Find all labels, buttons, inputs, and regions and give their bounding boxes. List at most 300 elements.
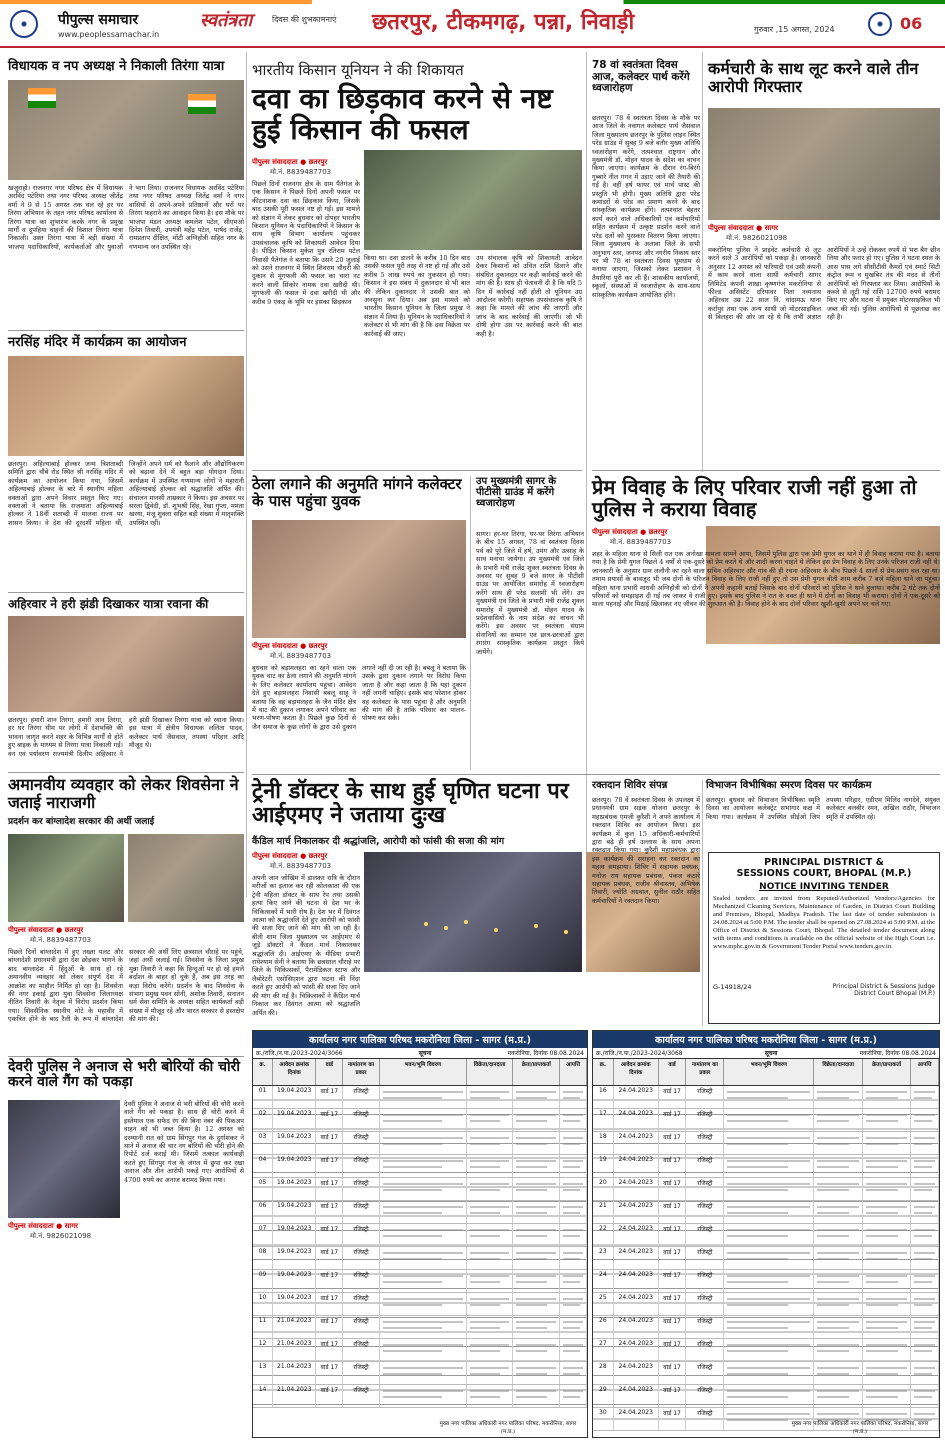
table-cell-text-line (914, 1373, 931, 1375)
table-row (253, 1155, 587, 1178)
table-cell-text-line (470, 1327, 501, 1329)
table-cell: 24.04.2023 (614, 1408, 659, 1430)
table-cell-text-line (470, 1350, 501, 1352)
table-cell: रजिस्ट्री (343, 1247, 380, 1269)
column-divider (586, 52, 587, 897)
table-cell (911, 1270, 939, 1292)
table-cell-text-line (914, 1114, 935, 1116)
shivsena-body: पिछले दिनों बांग्लादेश में हुए तख्ता पलट और बांग्लादेशी प्रधानमंत्री द्वारा देश छोड़कर भागने के बाद बांग्लादेश में हिंदुओं के साथ हो रहे अमानवीय व्यवहार को लेकर संपूर्ण देश में आक्रोश का माहौल निर्मित हो रहा है। शिवसेना की नगर इकाई द्वारा युवा शिवसेना जिलाध्यक्ष नीतिन तिवारी के नेतृत्व में विरोध प्रदर्शन किया गया। शिवसैनिक स्थानीय मोटे के महावीर में एकत्रित होने के बाद रैली के रूप में बांग्लादेश सरकार की अर्थी लिए छत्रसाल चौराहे पर पहुंचे, जहां अर्थी जलाई गई। शिवसेना के जिला प्रमुख मुन्ना तिवारी ने कहा कि हिन्दुओं पर हो रहे हमले बर्दाश्त के बाहर हो चुके हैं, अब इस तरह का कड़ा विरोध करेंगे। प्रदर्शन के बाद शिवसेना के संभाग प्रमुख पवन सोनी, अशोक तिवारी, सनातन धर्म सेवा समिति के अध्यक्ष सहित कार्यकर्ता बड़ी संख्या में मौजूद रहे और भारत सरकार से हस्तक्षेप की मांग की। (8, 948, 244, 1024)
table-cell: वार्ड 17 (316, 1178, 343, 1200)
table-cell: वार्ड 17 (659, 1339, 687, 1361)
table-cell: वार्ड 17 (659, 1270, 687, 1292)
table-column-header: आवेदन क्रमांक दिनांक (614, 1059, 659, 1085)
table-cell-text-line (563, 1298, 583, 1300)
table-cell-text-line (727, 1367, 810, 1369)
table-cell: 01 (253, 1086, 273, 1108)
table-cell-text-line (727, 1166, 788, 1168)
table-cell-text-line (383, 1327, 442, 1329)
table-cell-text-line (516, 1258, 547, 1260)
table-cell-text-line (914, 1097, 931, 1099)
kisan-body-1: पिछले दिनों राजनगर क्षेत्र के ग्राम पैतेगंज के एक किसान ने पिछले दिनों अपनी फसल पर कीटनाशक दवा का छिड़काव किया, जिसके बाद उसकी पूरी फसल नष्ट हो गई। इस मामले को संज्ञान में लेकर बुधवार को दोपहर भारतीय किसान यूनियन के पदाधिकारियों ने किसान के साथ कृषि विभाग कार्यालय पहुंचकर उपसंचालक कृषि को शिकायती आवेदन दिया है। पीड़ित किसान मुकेश पुत्र रतिराम पटेल निवासी पैतेगंज ने बताया कि उसने 20 जुलाई को उसने राजनगर में स्थित शिवराम चौधरी की दुकान से मूंगफली की फसल का चारा नट करने वाली सिंकोर नामक दवा खरीदी थी। मूंगफली की फसल में दवा खरीदी थी और करीब 9 एकड़ के भूमि पर इसका छिड़काव (252, 180, 360, 306)
table-cell-text-line (866, 1321, 907, 1323)
table-cell-text-line (563, 1367, 583, 1369)
table-cell-text-line (383, 1321, 463, 1323)
table-cell-text-line (727, 1419, 788, 1421)
deori-mobile: मो.नं. 9826021098 (30, 1232, 92, 1240)
table-date: मकरोनिया, दिनांक 08.08.2024 (859, 1050, 936, 1057)
table-cell-text-line (470, 1344, 510, 1346)
table-cell: वार्ड 17 (316, 1339, 343, 1361)
table-cell-text-line (470, 1281, 501, 1283)
deori-photo (8, 1100, 120, 1218)
table-cell-text-line (563, 1344, 583, 1346)
table-cell: वार्ड 17 (659, 1408, 687, 1430)
table-cell-text-line (470, 1367, 510, 1369)
table-cell: 30 (593, 1408, 614, 1430)
table-row (253, 1178, 587, 1201)
dhwaja2-body: सागर। हर-घर तिरंगा, घर-घर तिरंगा अभियान के बीच 15 अगस्त, 78 वां स्वतंत्रता दिवस पर्व को पूरे जिले में हर्ष, उमंग और उत्साह के साथ मनाया जायेगा। उप मुख्यमंत्री एवं जिले के प्रभारी मंत्री राजेंद्र शुक्ल स्वतंत्रता दिवस के अवसर पर सुबह 9 बजे सागर के पीटीसी ग्राउंड पर आयोजित समारोह में ध्वजारोहण करेंगे साथ ही परेड सलामी भी लेंगे। उप मुख्यमंत्री एवं जिले के प्रभारी मंत्री राजेंद्र शुक्ल समारोह में मुख्यमंत्री डॉ. मोहन यादव के प्रदेशवासियों के नाम संदेश का वाचन भी करेंगे। इस अवसर पर स्वतंत्रता संग्राम सेनानियों का सम्मान एवं छात्र-छात्राओं द्वारा रंगारंग सांस्कृतिक कार्यक्रम प्रस्तुत किये जायेंगे। (476, 530, 584, 656)
table-cell-text-line (470, 1235, 501, 1237)
table-cell-text-line (817, 1120, 849, 1122)
table-cell (911, 1362, 939, 1384)
table-cell: वार्ड 17 (659, 1201, 687, 1223)
table-cell-text-line (563, 1120, 580, 1122)
section-rule (8, 772, 244, 773)
table-cell-text-line (727, 1183, 810, 1185)
table-cell-text-line (383, 1258, 442, 1260)
table-cell: 17 (593, 1109, 614, 1131)
table-row (593, 1362, 939, 1385)
table-cell-text-line (817, 1212, 849, 1214)
table-cell-text-line (727, 1390, 810, 1392)
table-cell-text-line (516, 1304, 547, 1306)
table-cell: 19.04.2023 (273, 1293, 316, 1315)
kisan-kicker: भारतीय किसान यूनियन ने की शिकायत (252, 61, 464, 79)
table-cell: रजिस्ट्री (686, 1270, 724, 1292)
kisan-body-3: उप संचालक कृषि को शिकायती आवेदन देकर किसानों को उचित राशि दिलाने और संबंधित दुकानदार पर कड़ी कार्रवाई करने की मांग की है। साथ ही चेतावनी दी है कि यदि 5 दिन में कार्रवाई नहीं होती तो यूनियन उग्र आंदोलन करेगी। सहायक उपसंचालक कृषि ने कहा कि मामले की जांच की जाएगी और जांच के बाद कार्रवाई की जाएगी। जो भी दोषी होगा उस पर कार्रवाई करने की बात कही है। (476, 254, 582, 338)
table-cell-text-line (470, 1160, 510, 1162)
table-cell: 24.04.2023 (614, 1316, 659, 1338)
table-cell-text-line (516, 1252, 556, 1254)
table-row (253, 1270, 587, 1293)
municipal-notice-left (252, 1030, 588, 1438)
table-cell (560, 1293, 587, 1315)
table-cell-text-line (516, 1327, 547, 1329)
table-cell (467, 1247, 514, 1269)
table-cell-text-line (817, 1097, 849, 1099)
flag-icon (28, 88, 56, 108)
thela-mobile: मो.नं. 8839487703 (270, 652, 332, 660)
table-title: कार्यालय नगर पालिका परिषद मकरोनिया जिला - सागर (म.प्र.) (593, 1031, 939, 1048)
table-row (593, 1316, 939, 1339)
table-cell-text-line (817, 1091, 858, 1093)
table-cell (863, 1224, 911, 1246)
table-cell: वार्ड 17 (659, 1362, 687, 1384)
table-cell-text-line (866, 1091, 907, 1093)
table-cell-text-line (470, 1183, 510, 1185)
table-cell-text-line (470, 1298, 510, 1300)
table-cell-text-line (516, 1143, 547, 1145)
table-cell: रजिस्ट्री (343, 1132, 380, 1154)
table-cell (513, 1109, 560, 1131)
table-cell (560, 1132, 587, 1154)
table-row (253, 1385, 587, 1408)
table-cell-text-line (817, 1344, 858, 1346)
kisan-body-2: किया था। दवा डालने के करीब 10 दिन बाद उसकी फसल पूरी तरह से नष्ट हो गई और उसे करीब 5 लाख रुपये का नुकसान हो गया। किसान ने इस संबंध में दुकानदार से भी बात की लेकिन दुकानदार ने उसकी बात को अनसुना कर दिया। अब इस मामले को भारतीय किसान यूनियन के जिला प्रमुख ने संज्ञान में लिया है। यूनियन के पदाधिकारियों ने कलेक्टर से भी मांग की है कि दवा विक्रेता पर कार्रवाई की जाए। (364, 254, 470, 338)
table-cell-text-line (866, 1281, 898, 1283)
dhwaja1-headline: 78 वां स्वतंत्रता दिवस आज, कलेक्टर पार्थ करेंगे ध्वजारोहण (592, 59, 690, 95)
table-cell (911, 1293, 939, 1315)
table-row (593, 1109, 939, 1132)
table-cell (560, 1201, 587, 1223)
table-cell-text-line (817, 1321, 858, 1323)
table-cell: 24.04.2023 (614, 1385, 659, 1407)
table-cell-text-line (383, 1137, 463, 1139)
table-cell-text-line (470, 1206, 510, 1208)
table-cell-text-line (866, 1304, 898, 1306)
table-cell: 13 (253, 1362, 273, 1384)
table-cell (467, 1109, 514, 1131)
table-cell (560, 1362, 587, 1384)
table-cell-text-line (383, 1390, 463, 1392)
vibhajan-body: छतरपुर। बुधवार को विभाजन विभीषिका स्मृति दिवस का आयोजन कलेक्ट्रेट सभागार कक्ष में किया गया। कार्यक्रम में उपस्थित सीईओ जिपं तपस्या परिहार, एडीएम मिलिंद नागदेवे, संयुक्त कलेक्टर बलबीर रमन, अखिल राठौर, विभाजन स्मृति में उपस्थित रहे। (706, 796, 940, 821)
table-cell: 21.04.2023 (273, 1362, 316, 1384)
table-cell: 24.04.2023 (614, 1086, 659, 1108)
table-cell (911, 1385, 939, 1407)
table-cell: 19.04.2023 (273, 1224, 316, 1246)
table-cell (814, 1385, 862, 1407)
table-cell-text-line (817, 1298, 858, 1300)
table-row (253, 1316, 587, 1339)
table-cell: 24.04.2023 (614, 1339, 659, 1361)
table-cell (911, 1339, 939, 1361)
table-cell-text-line (470, 1390, 510, 1392)
table-cell (467, 1362, 514, 1384)
table-cell-text-line (817, 1413, 858, 1415)
table-cell (911, 1109, 939, 1131)
table-cell-text-line (383, 1160, 463, 1162)
table-cell-text-line (817, 1183, 858, 1185)
table-cell-text-line (866, 1344, 907, 1346)
table-cell: 24.04.2023 (614, 1132, 659, 1154)
table-cell (380, 1178, 467, 1200)
table-cell (380, 1224, 467, 1246)
column-divider (470, 476, 471, 770)
table-cell (863, 1132, 911, 1154)
table-cell-text-line (563, 1373, 580, 1375)
table-column-header: भवन/भूमि विवरण (380, 1059, 467, 1085)
table-cell: 29 (593, 1385, 614, 1407)
dhwaja2-headline: उप मुख्यमंत्री सागर के पीटीसी ग्राउंड में करेंगे ध्वजारोहण (476, 476, 557, 509)
table-cell (513, 1247, 560, 1269)
table-cell: रजिस्ट्री (343, 1109, 380, 1131)
table-cell: रजिस्ट्री (686, 1224, 724, 1246)
table-cell: वार्ड 17 (659, 1316, 687, 1338)
table-cell (724, 1178, 814, 1200)
table-cell-text-line (470, 1258, 501, 1260)
table-cell-text-line (470, 1229, 510, 1231)
table-cell-text-line (727, 1120, 788, 1122)
table-cell (911, 1224, 939, 1246)
table-cell-text-line (866, 1235, 898, 1237)
table-cell-text-line (727, 1298, 810, 1300)
table-cell: 16 (593, 1086, 614, 1108)
table-cell: 21 (593, 1201, 614, 1223)
table-cell: 10 (253, 1293, 273, 1315)
table-column-header: आपत्ति (560, 1059, 587, 1085)
table-cell (814, 1316, 862, 1338)
vibhajan-headline: विभाजन विभीषिका स्मरण दिवस पर कार्यक्रम (706, 780, 872, 791)
table-cell-text-line (563, 1235, 580, 1237)
table-cell-text-line (563, 1390, 583, 1392)
table-cell: वार्ड 17 (659, 1178, 687, 1200)
table-cell: रजिस्ट्री (343, 1086, 380, 1108)
doctor-subhead: कैंडिल मार्च निकालकर दी श्रद्धांजलि, आरोपी को फांसी की सजा की मांग (252, 836, 505, 847)
table-cell (467, 1201, 514, 1223)
table-cell: वार्ड 17 (316, 1270, 343, 1292)
table-cell (863, 1109, 911, 1131)
table-cell-text-line (383, 1189, 442, 1191)
tagline-small: दिवस की शुभकामनाएं (272, 15, 337, 24)
section-rule (592, 470, 940, 471)
tiranga-photo (8, 80, 244, 180)
table-cell: वार्ड 17 (659, 1293, 687, 1315)
prem-mobile: मो.नं. 8839487703 (610, 538, 672, 546)
table-cell (560, 1316, 587, 1338)
table-cell-text-line (516, 1281, 547, 1283)
table-cell (513, 1270, 560, 1292)
table-cell: रजिस्ट्री (686, 1178, 724, 1200)
table-cell (513, 1339, 560, 1361)
table-cell (863, 1362, 911, 1384)
table-cell: वार्ड 17 (316, 1201, 343, 1223)
kisan-photo (364, 150, 582, 250)
table-cell-text-line (383, 1235, 442, 1237)
table-cell: रजिस्ट्री (343, 1178, 380, 1200)
table-cell: रजिस्ट्री (343, 1385, 380, 1407)
table-cell (380, 1109, 467, 1131)
notice-title-1: PRINCIPAL DISTRICT & (764, 857, 884, 868)
table-cell-text-line (817, 1137, 858, 1139)
table-cell-text-line (563, 1258, 580, 1260)
table-cell (863, 1293, 911, 1315)
table-cell-text-line (516, 1137, 556, 1139)
website-url[interactable]: www.peoplessamachar.in (58, 30, 160, 39)
tiranga-body: खजुराहो। राजनगर नगर परिषद क्षेत्र में विधायक अरविंद पटेरिया तथा नगर परिषद अध्यक्ष जीतेंद्र वर्मा ने 9 से 15 अगस्त तक चल रहे हर घर तिरंगा अभियान के तहत नगर परिषद कार्यालय से तिरंगा यात्रा का शुभारंभ करके नगर के प्रमुख मार्गों व दुपहिया वाहनों की विशाल तिरंगा यात्रा निकाली। उक्त तिरंगा यात्रा में बड़ी संख्या में भाजपा पदाधिकारियों, कार्यकर्ताओं और युवाओं ने भाग लिया। राजनगर विधायक अरविंद पटेरिया तथा नगर परिषद अध्यक्ष जितेंद्र वर्मा ने नगर वासियों से अपने-अपने प्रतिष्ठानों और घरों पर तिरंगा फहराने का आवाहन किया है। इस मौके पर भाजपा मंडल अध्यक्ष कमलेश पटेल, सीएमओ दिनेश तिवारी, उपयंत्री महेंद्र पटेल, पार्षद राजेंद्र, रामप्रताप दीक्षित, मोंटी अग्निहोत्री सहित नगर के गणमान्य जन उपस्थित रहे। (8, 184, 244, 251)
table-cell-text-line (563, 1275, 583, 1277)
deori-body-cont (8, 1244, 244, 1434)
deori-byline: पीपुल्स संवाददाता ● सागर (8, 1222, 78, 1230)
table-cell: वार्ड 17 (316, 1247, 343, 1269)
table-cell-text-line (866, 1367, 907, 1369)
table-cell (863, 1316, 911, 1338)
table-cell-text-line (727, 1344, 810, 1346)
table-cell-text-line (727, 1206, 810, 1208)
table-cell-text-line (516, 1166, 547, 1168)
table-cell-text-line (383, 1281, 442, 1283)
table-cell: 19.04.2023 (273, 1086, 316, 1108)
table-cell (911, 1178, 939, 1200)
column-divider (702, 780, 703, 1026)
shivsena-photo (8, 834, 124, 922)
table-row (593, 1224, 939, 1247)
table-cell (911, 1247, 939, 1269)
table-cell-text-line (383, 1143, 442, 1145)
table-cell: 23 (593, 1247, 614, 1269)
table-cell-text-line (470, 1120, 501, 1122)
table-title: कार्यालय नगर पालिका परिषद मकरोनिया जिला - सागर (म.प्र.) (253, 1031, 587, 1048)
table-cell (814, 1178, 862, 1200)
table-cell (513, 1293, 560, 1315)
table-row (253, 1362, 587, 1385)
table-cell-text-line (866, 1143, 898, 1145)
table-cell: 03 (253, 1132, 273, 1154)
table-cell-text-line (817, 1143, 849, 1145)
table-cell: वार्ड 17 (659, 1155, 687, 1177)
table-cell-text-line (563, 1183, 583, 1185)
table-cell-text-line (563, 1229, 583, 1231)
thela-byline: पीपुल्स संवाददाता ● छतरपुर (252, 642, 328, 650)
table-cell (560, 1270, 587, 1292)
table-cell-text-line (866, 1373, 898, 1375)
prem-byline: पीपुल्स संवाददाता ● छतरपुर (592, 528, 668, 536)
table-cell (380, 1362, 467, 1384)
table-cell (814, 1293, 862, 1315)
table-cell: 24.04.2023 (614, 1224, 659, 1246)
table-cell-text-line (817, 1327, 849, 1329)
thela-photo (252, 520, 466, 638)
table-cell-text-line (516, 1160, 556, 1162)
kisan-mobile: मो.नं. 8839487703 (270, 168, 332, 176)
table-cell-text-line (914, 1183, 935, 1185)
table-cell-text-line (563, 1281, 580, 1283)
table-cell-text-line (914, 1413, 935, 1415)
table-cell (724, 1201, 814, 1223)
table-ref: क्र./राजि./न.पा./2023-2024/3068 (596, 1050, 683, 1057)
table-cell: रजिस्ट्री (686, 1362, 724, 1384)
table-cell-text-line (817, 1166, 849, 1168)
table-cell-text-line (470, 1275, 510, 1277)
table-column-header: भवन/भूमि विवरण (724, 1059, 814, 1085)
table-cell (724, 1132, 814, 1154)
section-rule (252, 470, 582, 471)
table-cell-text-line (516, 1344, 556, 1346)
tender-notice (708, 852, 940, 1024)
table-cell-text-line (866, 1275, 907, 1277)
table-cell-text-line (470, 1143, 501, 1145)
table-cell-text-line (866, 1327, 898, 1329)
table-cell-text-line (817, 1252, 858, 1254)
table-cell-text-line (563, 1114, 583, 1116)
notice-signatory-1: Principal District & Sessions Judge (832, 983, 935, 990)
table-cell: 24.04.2023 (614, 1293, 659, 1315)
loot-mobile: मो.नं. 9826021098 (726, 234, 788, 242)
table-cell (724, 1362, 814, 1384)
table-row (253, 1109, 587, 1132)
table-cell: 26 (593, 1316, 614, 1338)
table-cell-text-line (914, 1275, 935, 1277)
table-cell (380, 1270, 467, 1292)
table-row (253, 1086, 587, 1109)
candle-icon (424, 922, 428, 926)
table-cell-text-line (516, 1229, 556, 1231)
table-column-header: नामांतरण का प्रकार (343, 1059, 380, 1085)
column-divider (246, 52, 247, 897)
table-cell: 24.04.2023 (614, 1270, 659, 1292)
table-cell (380, 1132, 467, 1154)
table-cell (814, 1086, 862, 1108)
table-cell (814, 1155, 862, 1177)
thela-body: बुधवार को बड़ामलहरा का रहने वाला एक युवक चाट का ठेला लगाने की अनुमति मांगने के लिए कलेक्टर कार्यालय पहुंचा। आवेदन देते हुए बड़ामलहरा निवासी बबलू साहू ने बताया कि वह बड़ामलहरा के जैन मंदिर क्षेत्र में चाट की दुकान लगाकर अपने परिवार का भरण-पोषण करता है। पिछले कुछ दिनों से जैन समाज के कुछ लोगों के द्वारा उसे दुकान लगाने नहीं दी जा रही है। बबलू ने बताया कि उसके द्वारा दुकान लगाने पर विरोध किया जाता है और कहा जाता है कि यहां दुकान नहीं लगनी चाहिए। इसके बाद परेशान होकर वह कलेक्टर के पास पहुंचा है और अनुमति की मांग की है ताकि परिवार का पालन-पोषण कर सके। (252, 664, 466, 731)
table-header-row (253, 1058, 587, 1086)
table-cell-text-line (866, 1390, 907, 1392)
table-row (593, 1201, 939, 1224)
table-cell-text-line (383, 1091, 463, 1093)
table-cell: रजिस्ट्री (343, 1155, 380, 1177)
table-cell (467, 1155, 514, 1177)
table-cell-text-line (383, 1114, 463, 1116)
table-cell: 19.04.2023 (273, 1155, 316, 1177)
table-cell (380, 1316, 467, 1338)
table-column-header: आवेदन क्रमांक दिनांक (273, 1059, 316, 1085)
table-cell-text-line (914, 1350, 931, 1352)
table-cell-text-line (727, 1091, 810, 1093)
table-cell-text-line (383, 1367, 463, 1369)
table-cell: 07 (253, 1224, 273, 1246)
table-cell (513, 1224, 560, 1246)
header-rule (0, 46, 945, 48)
table-cell: 19 (593, 1155, 614, 1177)
table-cell-text-line (817, 1373, 849, 1375)
table-cell: 12 (253, 1339, 273, 1361)
table-cell-text-line (563, 1097, 580, 1099)
table-cell (380, 1086, 467, 1108)
narsingh-headline: नरसिंह मंदिर में कार्यक्रम का आयोजन (8, 335, 187, 350)
table-row (253, 1339, 587, 1362)
chakra-icon-right (868, 12, 892, 36)
tiranga-headline: विधायक व नप अध्यक्ष ने निकाली तिरंगा यात्रा (8, 59, 225, 74)
table-cell-text-line (914, 1327, 931, 1329)
table-cell (814, 1224, 862, 1246)
table-header-row (593, 1058, 939, 1086)
table-cell-text-line (866, 1396, 898, 1398)
notice-body: Sealed tenders are invited from Reputed/Authorized Vendors/Agencies for Mechanized Cleaning Services, Maintenance of Garden, in District Court Building and Premises, Bhopal, Madhya Pradesh. The last date of tender submission is 24.08.2024 at 5:00 P.M. The tender shall be opened on 27.08.2024 at 5:00 P.M. at the Office of District & Sessions Court, Bhopal. The detailed tender document along with terms and conditions is available on the official website of the High Court i.e. www.mphc.gov.in & Government Tender Portal www.tenders.gov.in. (713, 895, 935, 950)
table-cell (863, 1155, 911, 1177)
table-cell: 02 (253, 1109, 273, 1131)
table-cell: 09 (253, 1270, 273, 1292)
notice-title-2: SESSIONS COURT, BHOPAL (M.P.) (736, 868, 912, 879)
table-cell-text-line (470, 1321, 510, 1323)
table-cell: 24.04.2023 (614, 1201, 659, 1223)
table-cell (724, 1316, 814, 1338)
table-column-header: क्र. (253, 1059, 273, 1085)
table-cell (513, 1201, 560, 1223)
table-cell: 06 (253, 1201, 273, 1223)
table-cell-text-line (817, 1229, 858, 1231)
table-cell (467, 1339, 514, 1361)
table-cell: रजिस्ट्री (686, 1132, 724, 1154)
raktdan-body: छतरपुर। 78 वें स्वतंत्रता दिवस के उपलक्ष्य में प्रधानमंत्री ग्राम सड़क योजना छतरपुर के महाप्रबंधक एमजी कुरैशी ने अपने कार्यालय में रक्तदान शिविर का आयोजन किया। इस कार्यक्रम में कुल 15 अधिकारी-कर्मचारियों द्वारा बढ़े ही हर्ष उल्लास के साथ अपना रक्तदान किया गया। कुरैशी महाप्रबंधक द्वारा इस कार्यक्रम की सराहना कर रक्तदान का महत्व समझाया। शिविर में सहायक प्रबंधक, मनोज राय सहायक प्रबंधक, पंकज कठारे सहायक प्रबंधक, राजीव श्रीवास्तव, अभिषेक तिवारी, ज्योति अग्रवाल, सुनील राठौर सहित कर्मचारियों ने रक्तदान किया। (592, 796, 700, 905)
table-cell (863, 1385, 911, 1407)
table-cell-text-line (516, 1120, 547, 1122)
table-cell (560, 1155, 587, 1177)
table-cell-text-line (516, 1367, 556, 1369)
table-cell (814, 1339, 862, 1361)
table-cell (724, 1339, 814, 1361)
table-cell-text-line (914, 1166, 931, 1168)
deori-body: देवरी पुलिस ने अनाज से भरी बोरियों की चोरी करने वाले गैंग को पकड़ा है। साथ ही चोरी करने में इस्तेमाल एक सफेद रंग की बिना नंबर की पिकअप वाहन को भी जब्त किया है। 12 अगस्त को दरम्यानी रात को ग्राम सिंगपुर गंज के दुर्गाशंकर ने थाने में अनाज की चार नग बोरियों की चोरी होने की रिपोर्ट दर्ज कराई थी। जिसमें तत्काल कार्यवाही करते हुए सिंगपुर गंज के जंगल में छुपा कर रखा अनाज और तीन आरोपी पकड़े गए। आरोपियों से 4700 रुपये का अनाज बरामद किया गया। (124, 1100, 244, 1184)
prem-body: शहर के महिला थाना से सिली रात एक अनोखा मामला सामने आया, जिसमें पुलिस द्वारा एक प्रेमी युगल का थाने में ही विवाह कराया गया है। बताया गया है कि प्रेमी युगल पिछले 4 वर्षों से एक-दूसरे को प्रेम करते थे और शादी करना चाहते थे लेकिन इस प्रेम विवाह के लिए उनके परिजन राजी नहीं थे। जानकारी के अनुसार ग्राम ललौनी का रहने वाला सचिन अहिरवार और गांव की ही रचना अहिरवार के बीच पिछले 4 सालों से प्रेम-प्रसंग चल रहा था। तमाम प्रयासों के बावजूद भी जब दोनों के परिजन विवाह के लिए राजी नहीं हुए तो उस प्रेमी युगल बीती शाम करीब 7 बजे महिला थाने जा पहुंचा। महिला थाना प्रभारी माधवी अग्निहोत्री को दोनों ने अपनी कहानी बताई जिसके बाद दोनों परिवारों को पुलिस ने थाने बुलाया। करीब 2 घंटे तक दोनों परिवारों को समझाइश दी गई तब जाकर वे राजी हुए। इसके बाद पुलिस ने रात के वक्त ही थाने में दोनों का विवाह भी कराया। दोनों ने एक-दूसरे को माला पहनाई और मिठाई खिलाकर नए जीवन की शुरुआत की है। विवाह होने के बाद दोनों परिवार खुशी-खुशी अपने घर चले गए। (592, 550, 940, 609)
